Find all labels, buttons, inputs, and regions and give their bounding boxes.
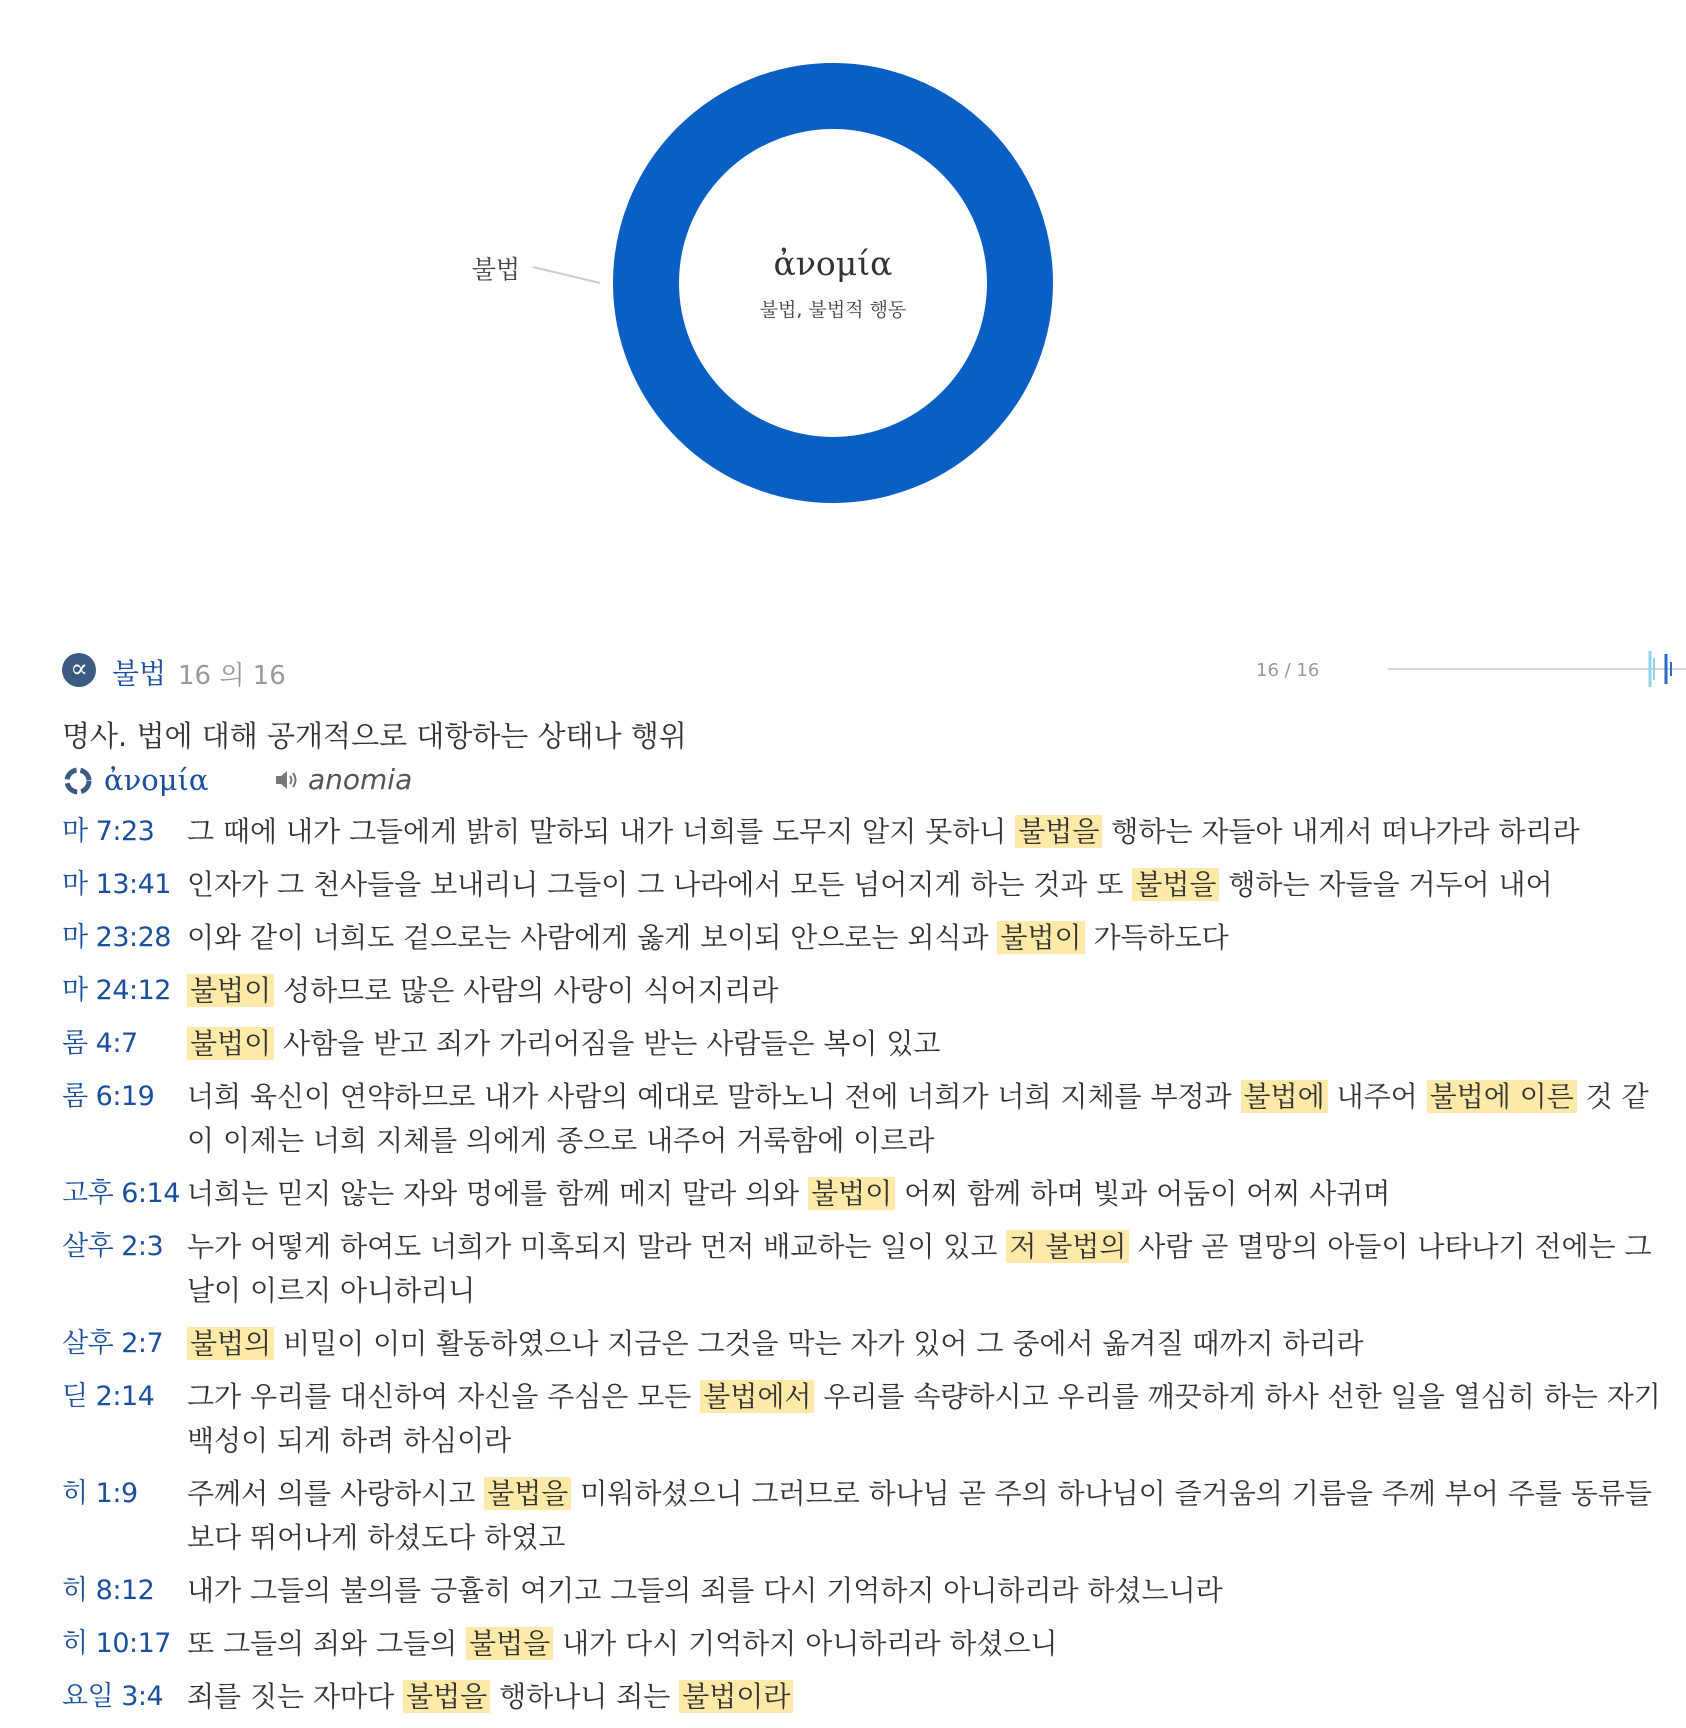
verse-text	[187, 1375, 1662, 1463]
verse-reference-link[interactable]: 마 23:28	[62, 922, 171, 953]
verse-reference-link[interactable]: 살후 2:3	[62, 1231, 164, 1262]
verse-reference-link[interactable]: 히 8:12	[62, 1575, 155, 1606]
verse-text-part: 그 때에 내가 그들에게 밝히 말하되 내가 너희를 도무지 알지 못하니	[187, 815, 1016, 848]
highlighted-term: 불법을	[1132, 868, 1219, 901]
verse-text-part: 또 그들의 죄와 그들의	[187, 1627, 467, 1660]
verse-item	[62, 916, 1662, 960]
verse-item	[62, 1569, 1662, 1613]
verse-text-part: 행하는 자들을 거두어 내어	[1219, 868, 1553, 901]
speaker-icon[interactable]	[274, 768, 300, 792]
highlighted-term: 불법을	[484, 1477, 571, 1510]
verse-reference-link[interactable]: 히 10:17	[62, 1628, 171, 1659]
verse-text-part: 너희 육신이 연약하므로 내가 사람의 예대로 말하노니 전에 너희가 너희 지체를 부정과	[187, 1080, 1241, 1113]
verse-text-part: 죄를 짓는 자마다	[187, 1680, 404, 1713]
definition: 명사. 법에 대해 공개적으로 대항하는 상태나 행위	[62, 719, 687, 753]
highlighted-term: 불법을	[466, 1627, 553, 1660]
verse-reference-link[interactable]: 마 13:41	[62, 869, 171, 900]
verse-text-part: 인자가 그 천사들을 보내리니 그들이 그 나라에서 모든 넘어지게 하는 것과 또	[187, 868, 1133, 901]
verse-text-part: 그가 우리를 대신하여 자신을 주심은 모든	[187, 1380, 701, 1413]
center-title: ἀνομία	[773, 244, 893, 283]
verse-text	[187, 1322, 1662, 1366]
verse-text	[187, 1622, 1662, 1666]
verse-text-part: 내가 다시 기억하지 아니하리라 하셨으니	[553, 1627, 1058, 1660]
verse-text	[187, 1172, 1662, 1216]
highlighted-term: 불법이	[187, 1027, 274, 1060]
proportional-alpha-icon: ∝	[62, 653, 96, 687]
verse-reference-link[interactable]: 딛 2:14	[62, 1381, 155, 1412]
lemma-cycle-icon[interactable]	[62, 765, 94, 797]
slice-label-leader	[533, 267, 600, 283]
entry-count: 16 의 16	[178, 661, 286, 691]
entry-header	[62, 650, 1682, 690]
highlighted-term: 불법의	[187, 1327, 274, 1360]
highlighted-term: 불법에서	[700, 1380, 814, 1413]
verse-reference-link[interactable]: 마 24:12	[62, 975, 171, 1006]
highlighted-term: 불법이	[187, 974, 274, 1007]
verse-text	[187, 1075, 1662, 1163]
verse-text-part: 너희는 믿지 않는 자와 멍에를 함께 메지 말라 의와	[187, 1177, 809, 1210]
verse-item	[62, 810, 1662, 854]
slice-label: 불법	[471, 255, 520, 284]
verse-text-part: 가득하도다	[1084, 921, 1229, 954]
verse-text-part: 사함을 받고 죄가 가리어짐을 받는 사람들은 복이 있고	[274, 1027, 941, 1060]
verse-text-part: 누가 어떻게 하여도 너희가 미혹되지 말라 먼저 배교하는 일이 있고	[187, 1230, 1007, 1263]
verse-text-part: 내가 그들의 불의를 긍휼히 여기고 그들의 죄를 다시 기억하지 아니하리라 하셨느니라	[187, 1574, 1223, 1607]
highlighted-term: 불법에	[1241, 1080, 1328, 1113]
verse-text-part: 이와 같이 너희도 겉으로는 사람에게 옳게 보이되 안으로는 외식과	[187, 921, 998, 954]
verse-reference-link[interactable]: 히 1:9	[62, 1478, 138, 1509]
verse-text-part: 미워하셨으니 그러므로 하나님 곧 주의 하나님이 즐거움의 기름을 주께 부어 주를 동류들보다 뛰어나게 하셨도다 하였고	[187, 1477, 1652, 1554]
verse-text-part: 주께서 의를 사랑하시고	[187, 1477, 485, 1510]
occurrence-timeline[interactable]	[1324, 650, 1686, 690]
verse-item	[62, 863, 1662, 907]
verse-reference-link[interactable]: 고후 6:14	[62, 1178, 180, 1209]
verse-text	[187, 1472, 1662, 1560]
verse-text	[187, 1225, 1662, 1313]
verse-item	[62, 1022, 1662, 1066]
verse-text	[187, 1675, 1662, 1719]
verse-text-part: 우리를 속량하시고 우리를 깨끗하게 하사 선한 일을 열심히 하는 자기 백성이 되게 하려 하심이라	[187, 1380, 1661, 1457]
highlighted-term: 불법에 이른	[1427, 1080, 1577, 1113]
verse-text-part: 내주어	[1327, 1080, 1427, 1113]
verse-item	[62, 1375, 1662, 1463]
verse-item	[62, 1622, 1662, 1666]
highlighted-term: 불법을	[1015, 815, 1102, 848]
highlighted-term: 저 불법의	[1006, 1230, 1129, 1263]
verse-reference-link[interactable]: 롬 4:7	[62, 1028, 138, 1059]
verse-item	[62, 1472, 1662, 1560]
verse-item	[62, 1322, 1662, 1366]
lemma-row	[62, 763, 862, 801]
page-indicator: 16 / 16	[1256, 660, 1320, 681]
verse-text	[187, 1569, 1662, 1613]
highlighted-term: 불법이	[997, 921, 1084, 954]
highlighted-term: 불법을	[403, 1680, 490, 1713]
donut-slice-불법[interactable]	[646, 96, 1020, 470]
verse-item	[62, 1075, 1662, 1163]
highlighted-term: 불법이라	[679, 1680, 793, 1713]
verse-text	[187, 916, 1662, 960]
highlighted-term: 불법이	[808, 1177, 895, 1210]
verse-reference-link[interactable]: 살후 2:7	[62, 1328, 164, 1359]
entry-word[interactable]: 불법	[112, 657, 167, 690]
verse-reference-link[interactable]: 요일 3:4	[62, 1681, 164, 1712]
verse-text	[187, 1022, 1662, 1066]
verse-text-part: 사람 곧 멸망의 아들이 나타나기 전에는 그 날이 이르지 아니하리니	[187, 1230, 1652, 1307]
verse-text	[187, 810, 1662, 854]
verse-reference-link[interactable]: 롬 6:19	[62, 1081, 155, 1112]
verse-text	[187, 969, 1662, 1013]
verse-text-part: 행하는 자들아 내게서 떠나가라 하리라	[1102, 815, 1580, 848]
center-subtitle: 불법, 불법적 행동	[759, 299, 907, 321]
lemma-greek[interactable]: ἀνομία	[104, 763, 209, 797]
donut-chart	[0, 0, 1686, 600]
verse-text-part: 성하므로 많은 사람의 사랑이 식어지리라	[274, 974, 779, 1007]
verse-text-part: 것 같이 이제는 너희 지체를 의에게 종으로 내주어 거룩함에 이르라	[187, 1080, 1649, 1157]
verse-reference-link[interactable]: 마 7:23	[62, 816, 155, 847]
verse-item	[62, 1675, 1662, 1719]
verse-item	[62, 969, 1662, 1013]
verse-text-part: 행하나니 죄는	[490, 1680, 680, 1713]
verse-text-part: 어찌 함께 하며 빛과 어둠이 어찌 사귀며	[895, 1177, 1391, 1210]
transliteration: anomia	[308, 763, 413, 796]
verse-text	[187, 863, 1662, 907]
verse-text-part: 비밀이 이미 활동하였으나 지금은 그것을 막는 자가 있어 그 중에서 옮겨질 때까지 하리라	[274, 1327, 1364, 1360]
verse-list	[62, 810, 1662, 1728]
verse-item	[62, 1172, 1662, 1216]
verse-item	[62, 1225, 1662, 1313]
